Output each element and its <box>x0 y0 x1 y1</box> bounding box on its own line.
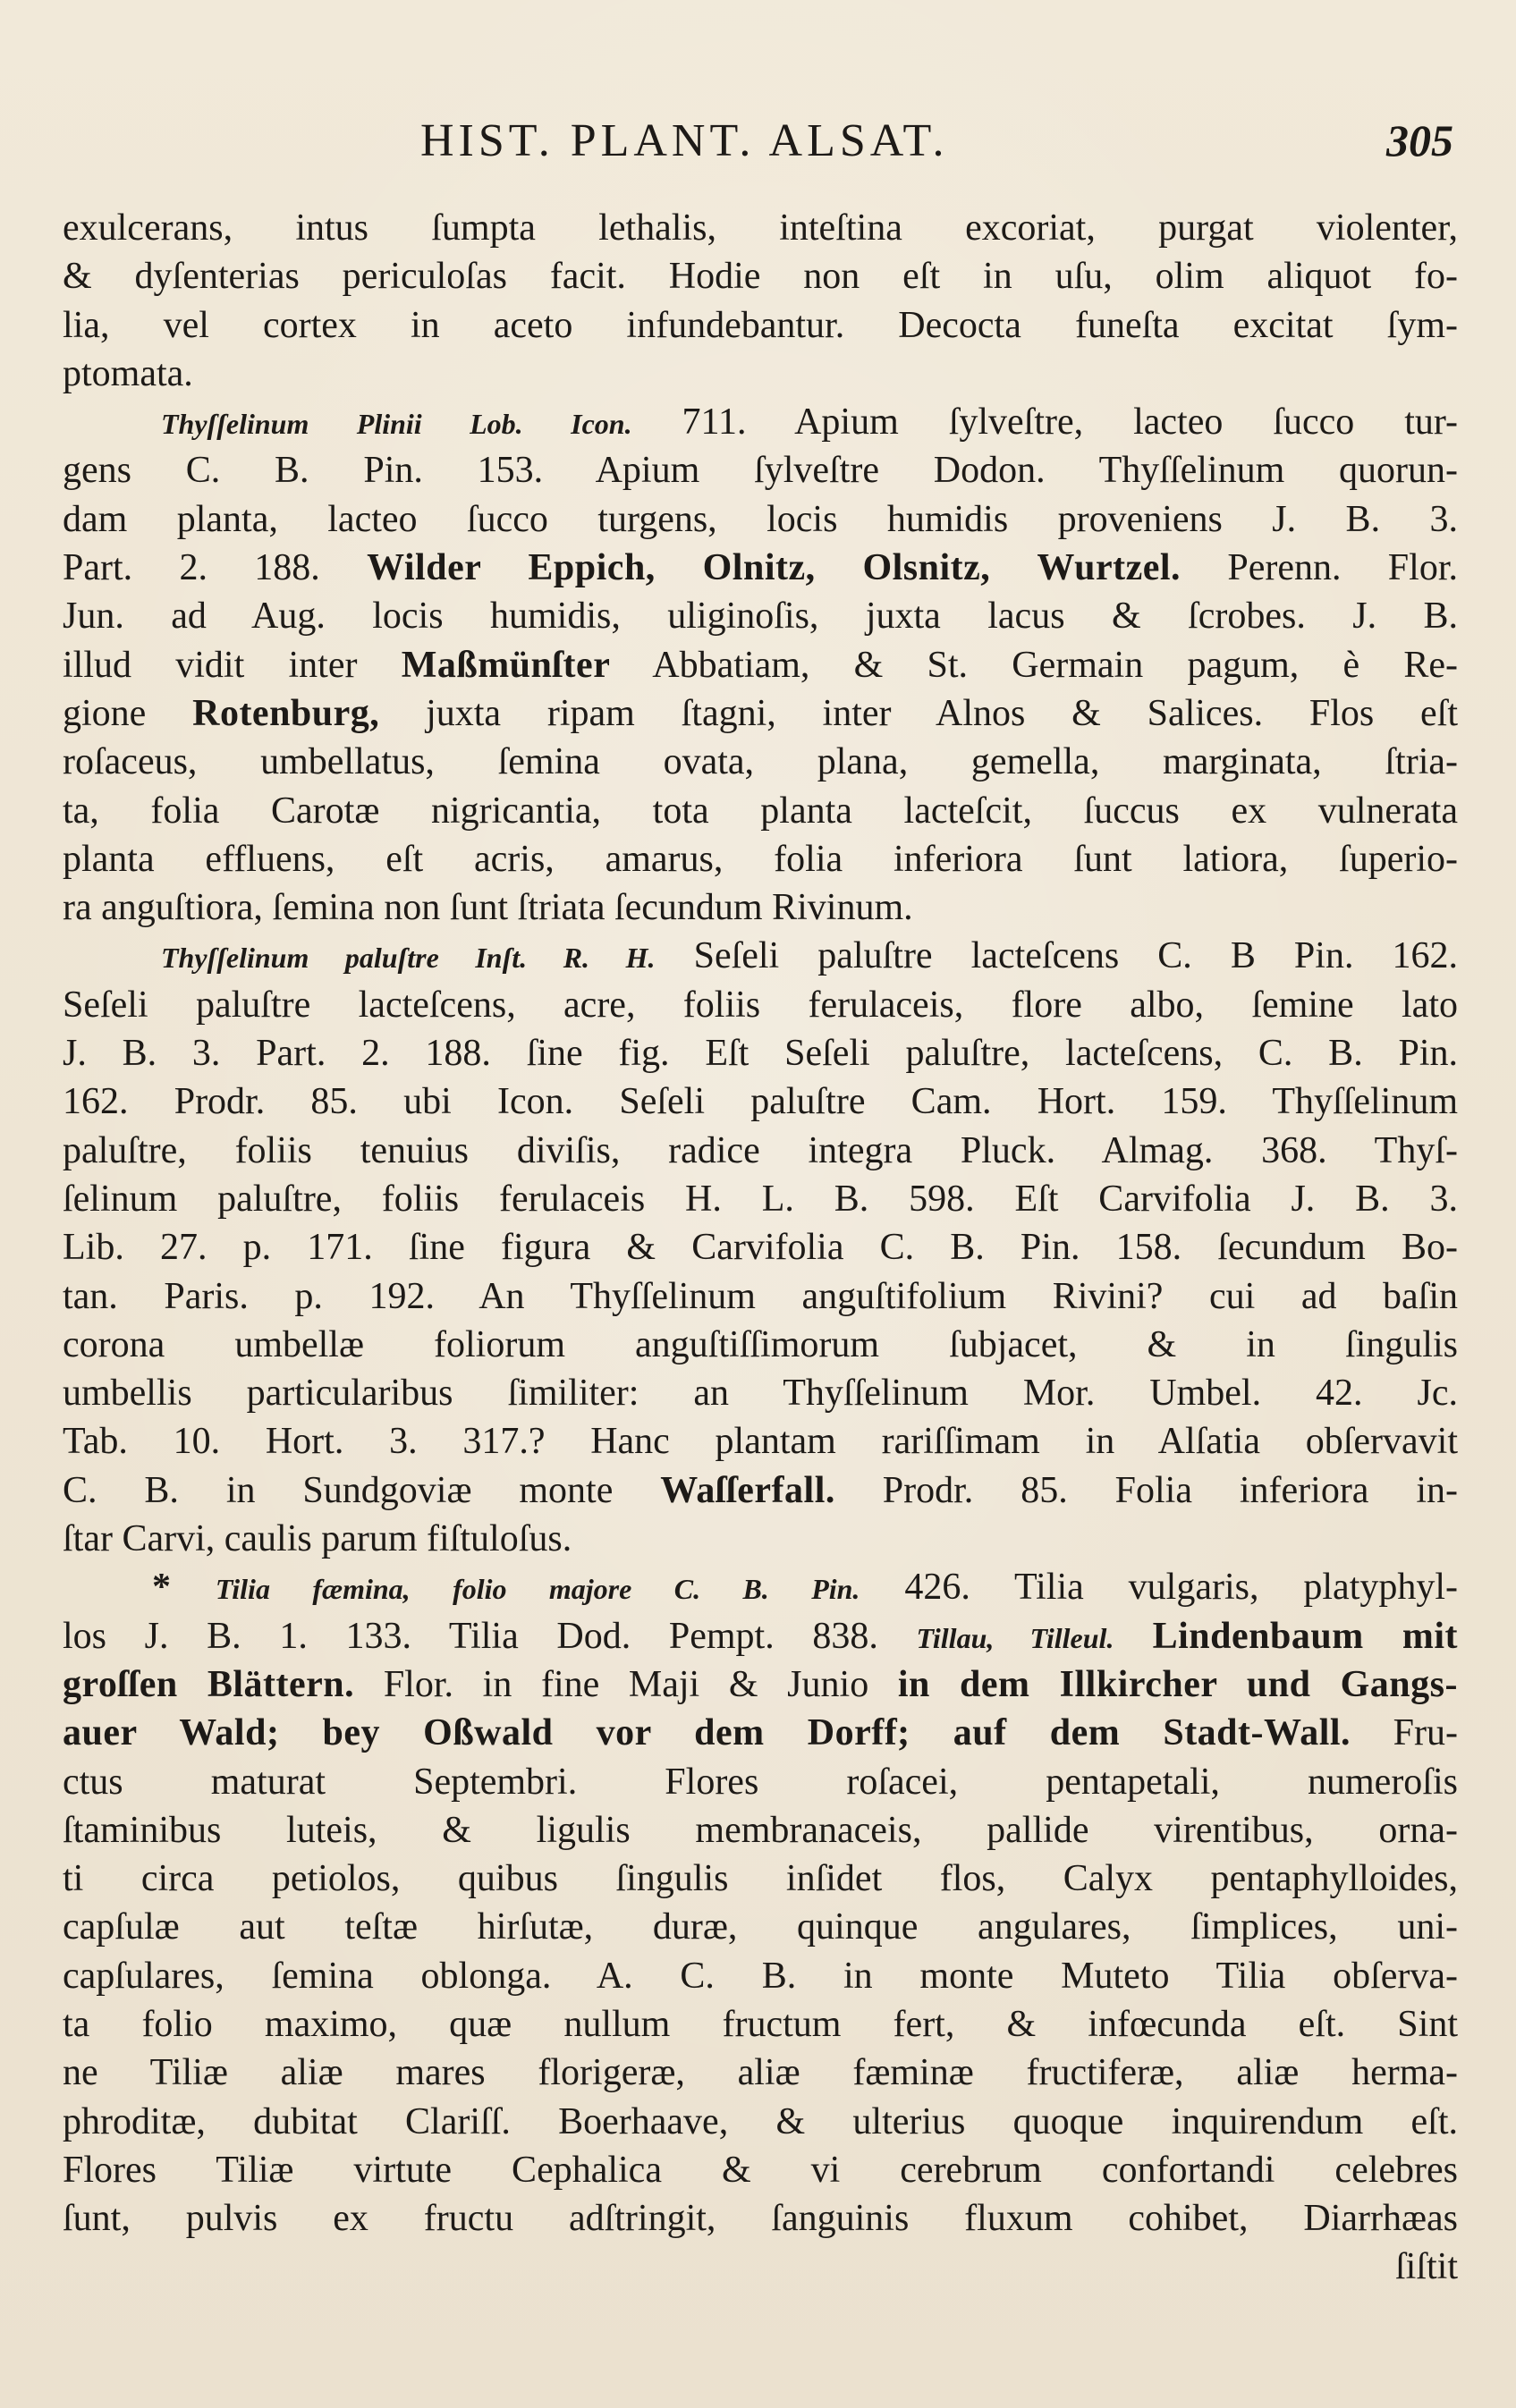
text-line <box>63 544 1458 592</box>
text-line <box>63 641 1458 689</box>
text-line: & dyſenterias periculoſas facit. Hodie non eſt in uſu, olim aliquot fo- <box>63 256 1458 298</box>
german-common-names: Lindenbaum mit <box>1114 1615 1458 1657</box>
french-common-names: Tillau, Tilleul. <box>916 1621 1114 1654</box>
text-line: ſunt, pulvis ex fructu adſtringit, ſanguinis fluxum cohibet, Diarrhæas <box>63 2198 1458 2240</box>
entry-text: gione <box>63 692 193 734</box>
species-name: Thyſſelinum Plinii Lob. Icon. <box>161 408 632 441</box>
entry-text: 711. Apium ſylveſtre, lacteo ſucco tur- <box>631 401 1458 444</box>
text-line <box>63 1612 1458 1660</box>
text-line: paluſtre, foliis tenuius diviſis, radice integra Pluck. Almag. 368. Thyſ- <box>63 1129 1458 1171</box>
text-line: Lib. 27. p. 171. ſine figura & Carvifolia C. B. Pin. 158. ſecundum Bo- <box>63 1227 1458 1269</box>
text-line: ſtaminibus luteis, & ligulis membranaceis, pallide virentibus, orna- <box>63 1809 1458 1851</box>
german-common-names: Wilder Eppich, Olnitz, Olsnitz, Wurtzel. <box>367 547 1181 589</box>
text-line: ptomata. <box>63 352 193 394</box>
entry-text: Fru- <box>1351 1712 1458 1754</box>
text-line: J. B. 3. Part. 2. 188. ſine fig. Eſt Seſeli paluſtre, lacteſcens, C. B. Pin. <box>63 1033 1458 1075</box>
text-line <box>63 1660 1458 1709</box>
entry-text: illud vidit inter <box>63 644 402 686</box>
text-line: Tab. 10. Hort. 3. 317.? Hanc plantam rariſſimam in Alſatia obſervavit <box>63 1421 1458 1463</box>
text-line: ſtar Carvi, caulis parum fiſtuloſus. <box>63 1518 572 1560</box>
text-line <box>63 689 1458 738</box>
entry-tilia-faemina <box>63 1563 1458 1611</box>
text-line: umbellis particularibus ſimiliter: an Thyſſelinum Mor. Umbel. 42. Jc. <box>63 1373 1458 1415</box>
german-place-name: Maßmünſter <box>401 644 611 686</box>
german-place-name: in dem Illkircher und Gangs- <box>897 1663 1458 1705</box>
text-line <box>63 1709 1458 1757</box>
text-line: exulcerans, intus ſumpta lethalis, inteſtina excoriat, purgat violenter, <box>63 207 1458 249</box>
german-place-name: Waſſerfall. <box>660 1469 835 1511</box>
running-head: HIST. PLANT. ALSAT. <box>420 115 949 166</box>
entry-text: Abbatiam, & St. Germain pagum, è Re- <box>610 644 1458 686</box>
entry-text: juxta ripam ſtagni, inter Alnos & Salices. Flos eſt <box>379 692 1458 734</box>
entry-text: Seſeli paluſtre lacteſcens C. B Pin. 162. <box>655 935 1458 977</box>
text-line: ſelinum paluſtre, foliis ferulaceis H. L. B. 598. Eſt Carvifolia J. B. 3. <box>63 1178 1458 1220</box>
entry-text: Prodr. 85. Folia inferiora in- <box>834 1469 1458 1511</box>
german-place-name: auer Wald; bey Oßwald vor dem Dorff; auf dem Stadt-Wall. <box>63 1712 1351 1754</box>
text-line: corona umbellæ foliorum anguſtiſſimorum ſubjacet, & in ſingulis <box>63 1323 1458 1365</box>
text-line: ra anguſtiora, ſemina non ſunt ſtriata ſecundum Rivinum. <box>63 887 913 929</box>
text-line: planta effluens, eſt acris, amarus, folia inferiora ſunt latiora, ſuperio- <box>63 838 1458 880</box>
german-place-name: Rotenburg, <box>192 692 380 734</box>
catchword: ſiſtit <box>1394 2246 1458 2288</box>
entry-text: los J. B. 1. 133. Tilia Dod. Pempt. 838. <box>63 1615 917 1657</box>
text-line: capſulæ aut teſtæ hirſutæ, duræ, quinque angulares, ſimplices, uni- <box>63 1906 1458 1948</box>
page-header <box>63 114 1453 172</box>
text-line: ta, folia Carotæ nigricantia, tota planta lacteſcit, ſuccus ex vulnerata <box>63 790 1458 832</box>
entry-text: Flor. in fine Maji & Junio <box>354 1663 898 1705</box>
entry-text: Perenn. Flor. <box>1181 547 1458 589</box>
text-line: tan. Paris. p. 192. An Thyſſelinum anguſtifolium Rivini? cui ad baſin <box>63 1275 1458 1317</box>
text-line: Seſeli paluſtre lacteſcens, acre, foliis ferulaceis, flore albo, ſemine lato <box>63 984 1458 1026</box>
species-name: Tilia fæmina, folio majore C. B. Pin. <box>215 1573 860 1606</box>
text-line: dam planta, lacteo ſucco turgens, locis humidis proveniens J. B. 3. <box>63 498 1458 540</box>
text-line: ti circa petiolos, quibus ſingulis inſidet flos, Calyx pentaphylloides, <box>63 1858 1458 1900</box>
text-line: 162. Prodr. 85. ubi Icon. Seſeli paluſtre Cam. Hort. 159. Thyſſelinum <box>63 1081 1458 1123</box>
entry-text: C. B. in Sundgoviæ monte <box>63 1469 661 1511</box>
text-line: ne Tiliæ aliæ mares florigeræ, aliæ fæminæ fructiferæ, aliæ herma- <box>63 2052 1458 2094</box>
text-line: phroditæ, dubitat Clariſſ. Boerhaave, & ulterius quoque inquirendum eſt. <box>63 2100 1458 2142</box>
text-line: capſulares, ſemina oblonga. A. C. B. in monte Muteto Tilia obſerva- <box>63 1955 1458 1997</box>
species-name: Thyſſelinum paluſtre Inſt. R. H. <box>161 942 656 975</box>
body-text <box>63 204 1458 2292</box>
text-line <box>63 1466 1458 1515</box>
text-line: roſaceus, umbellatus, ſemina ovata, plana, gemella, marginata, ſtria- <box>63 741 1458 783</box>
text-line: gens C. B. Pin. 153. Apium ſylveſtre Dodon. Thyſſelinum quorun- <box>63 450 1458 492</box>
text-line: Jun. ad Aug. locis humidis, uliginoſis, juxta lacus & ſcrobes. J. B. <box>63 596 1458 638</box>
text-line: ctus maturat Septembri. Flores roſacei, pentapetali, numeroſis <box>63 1761 1458 1803</box>
entry-text: Part. 2. 188. <box>63 547 368 589</box>
asterisk-mark: * <box>152 1567 171 1609</box>
text-line: lia, vel cortex in aceto infundebantur. Decocta funeſta excitat ſym- <box>63 304 1458 346</box>
entry-thysselinum-plinii <box>63 398 1458 446</box>
entry-text: 426. Tilia vulgaris, platyphyl- <box>860 1567 1458 1609</box>
entry-thysselinum-palustre <box>63 932 1458 980</box>
page-number: 305 <box>1386 115 1453 165</box>
german-common-names: groſſen Blättern. <box>63 1663 355 1705</box>
text-line: ta folio maximo, quæ nullum fructum fert, & infœcunda eſt. Sint <box>63 2003 1458 2045</box>
text-line: Flores Tiliæ virtute Cephalica & vi cerebrum confortandi celebres <box>63 2149 1458 2191</box>
